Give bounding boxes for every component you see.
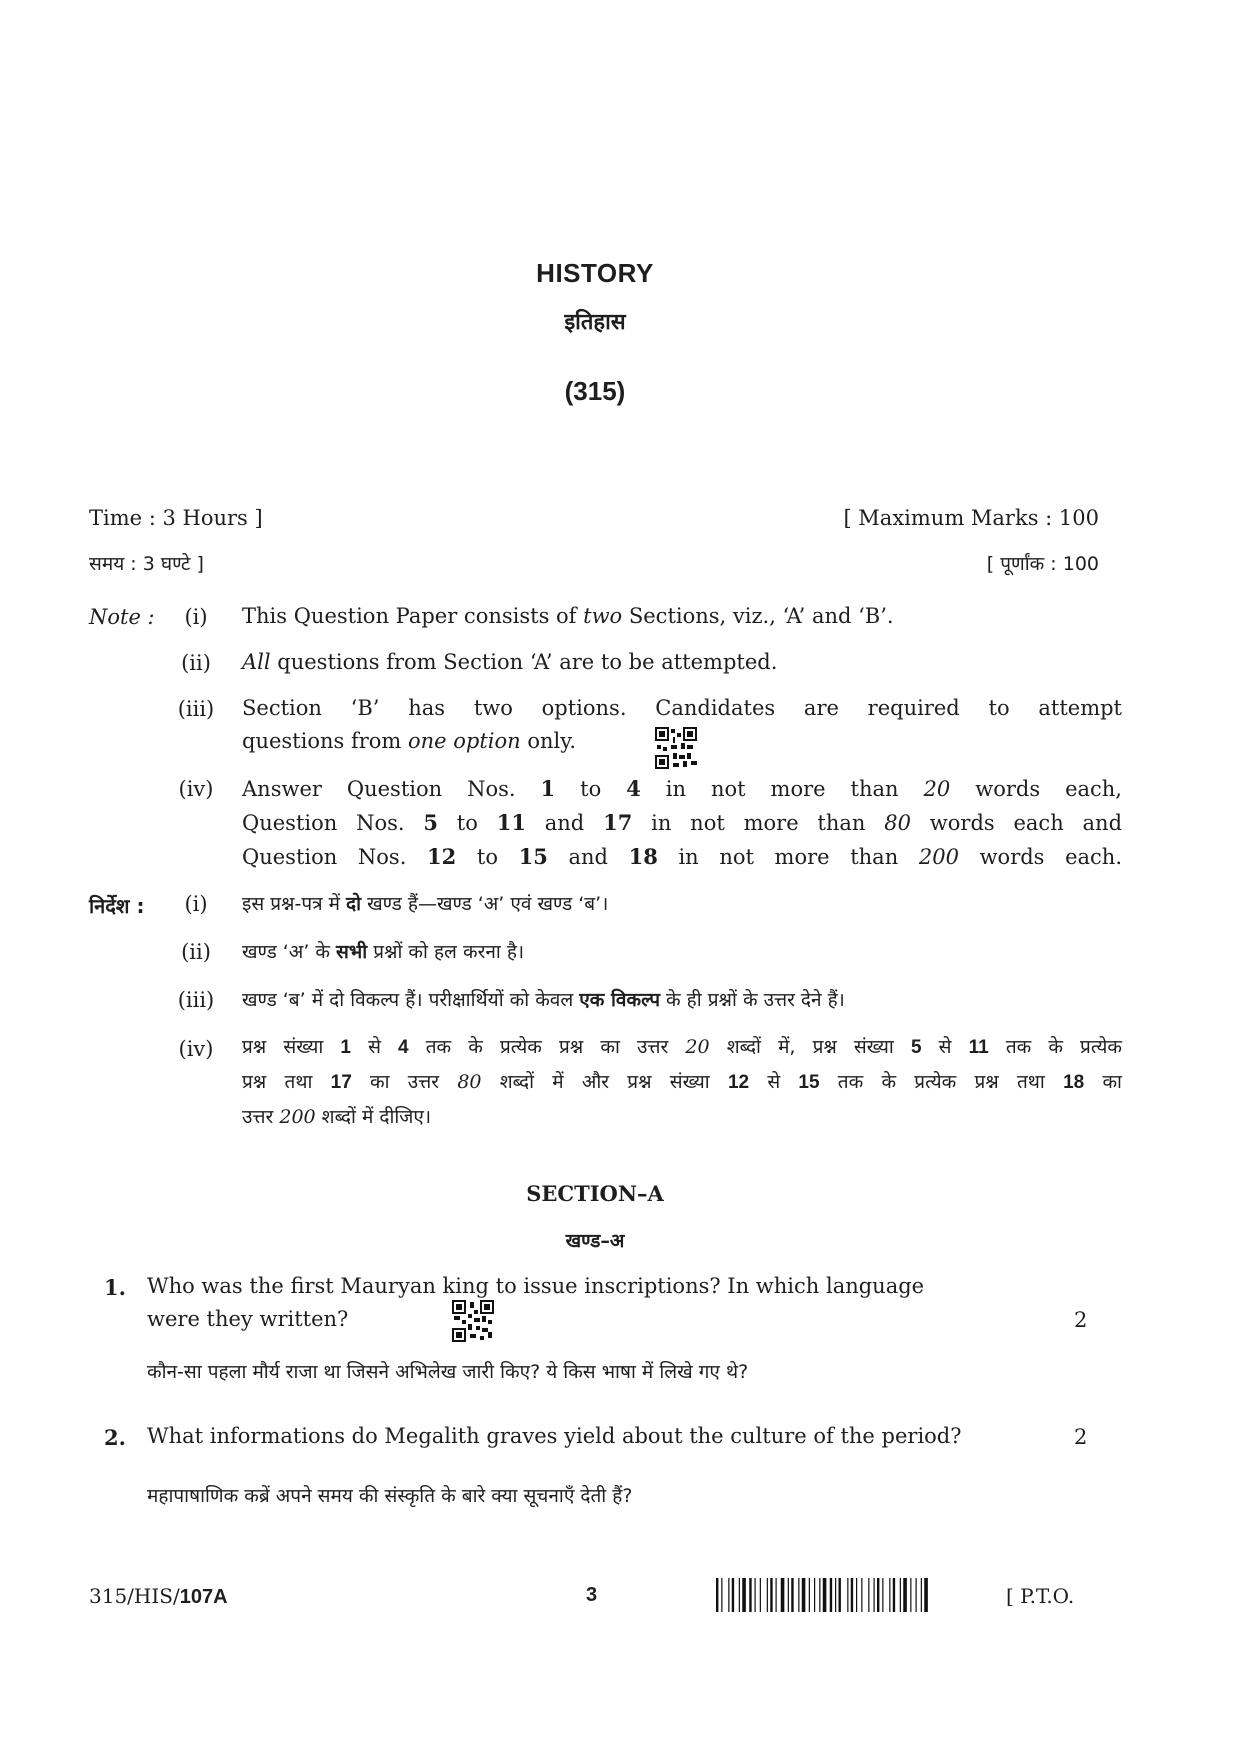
barcode-icon	[716, 1578, 996, 1616]
pto-label: [ P.T.O.	[1006, 1584, 1075, 1608]
question-marks: 2	[1074, 1308, 1088, 1332]
note-item-hindi: प्रश्न संख्या 1 से 4 तक के प्रत्येक प्रश्न का उत्तर 20 शब्दों में, प्रश्न संख्या 5 से 11 तक के प्रत्येक प्रश्न तथा 17 का उत्तर 80 शब्दों में और प्रश्न संख्या 12 से 15 तक के प्रत्येक प्रश्न तथा 18 का उत्तर 200 शब्दों में दीजिए।	[242, 1036, 1122, 1128]
note-item-num: (iv)	[178, 777, 214, 801]
note-label: Note :	[89, 605, 155, 629]
note-item-hindi: खण्ड ‘अ’ के सभी प्रश्नों को हल करना है।	[242, 941, 525, 963]
page-number: 3	[586, 1584, 598, 1606]
note-item: Answer Question Nos. 1 to 4 in not more than 20 words each, Question Nos. 5 to 11 and 17 in not more than 80 words each and Question Nos. 12 to 15 and 18 in not more than 200 words each.	[242, 776, 1123, 869]
note-item-num: (i)	[184, 605, 208, 629]
max-marks-label-hindi: [ पूर्णांक : 100	[986, 553, 1099, 575]
time-label: Time : 3 Hours ]	[89, 506, 263, 530]
note-item-hindi: खण्ड ‘ब’ में दो विकल्प हैं। परीक्षार्थियों को केवल एक विकल्प के ही प्रश्नों के उत्तर देने हैं।	[242, 989, 845, 1011]
question-text: What informations do Megalith graves yield about the culture of the period?	[147, 1424, 962, 1448]
question-text-hindi: महापाषाणिक कब्रें अपने समय की संस्कृति के बारे क्या सूचनाएँ देती हैं?	[147, 1485, 633, 1507]
question-text: Who was the first Mauryan king to issue inscriptions? In which language were they written?	[147, 1274, 925, 1331]
note-item: Section ‘B’ has two options. Candidates are required to attempt questions from one option only.	[242, 696, 1122, 753]
section-title: SECTION–A	[526, 1181, 664, 1206]
max-marks-label: [ Maximum Marks : 100	[843, 506, 1099, 530]
time-label-hindi: समय : 3 घण्टे ]	[89, 553, 204, 575]
question-number: 2.	[104, 1425, 126, 1450]
note-item-num: (iii)	[177, 988, 215, 1012]
question-text-hindi: कौन-सा पहला मौर्य राजा था जिसने अभिलेख जारी किए? ये किस भाषा में लिखे गए थे?	[147, 1361, 749, 1383]
section-title-hindi: खण्ड–अ	[565, 1230, 625, 1252]
paper-title: HISTORY	[536, 258, 654, 288]
paper-code: (315)	[564, 376, 626, 406]
question-number: 1.	[104, 1275, 126, 1300]
paper-title-hindi: इतिहास	[564, 310, 626, 335]
note-item-num: (iv)	[178, 1037, 214, 1061]
qr-code-icon	[655, 727, 695, 767]
question-marks: 2	[1074, 1425, 1088, 1449]
note-item-num: (ii)	[181, 940, 211, 964]
note-item-hindi: इस प्रश्न-पत्र में दो खण्ड हैं—खण्ड ‘अ’ एवं खण्ड ‘ब’।	[242, 893, 609, 915]
note-item-num: (iii)	[177, 697, 215, 721]
note-item-num: (ii)	[181, 651, 211, 675]
note-label-hindi: निर्देश :	[89, 894, 145, 918]
note-item-num: (i)	[184, 892, 208, 916]
qr-code-icon	[452, 1300, 492, 1340]
note-item: All questions from Section ‘A’ are to be attempted.	[242, 650, 778, 674]
paper-code-footer: 315/HIS/107A	[89, 1584, 228, 1608]
note-item: This Question Paper consists of two Sections, viz., ‘A’ and ‘B’.	[242, 604, 894, 628]
